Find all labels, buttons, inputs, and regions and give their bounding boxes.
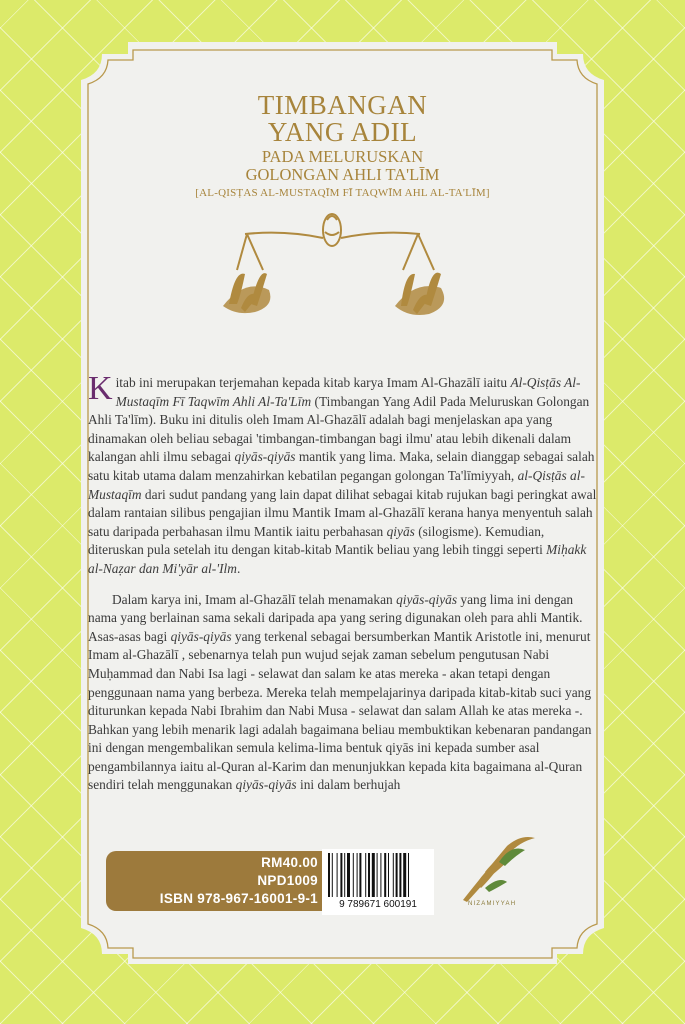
publisher-logo-icon (455, 832, 545, 904)
barcode (322, 849, 434, 915)
publisher-name: NIZAMIYYAH (468, 901, 517, 907)
book-subtitle-line1: PADA MELURUSKAN (261, 147, 424, 166)
balance-scale-calligraphy-icon (215, 208, 470, 333)
book-title-line1: TIMBANGAN (257, 90, 428, 120)
product-code: NPD1009 (257, 873, 318, 888)
barcode-bars-icon (322, 849, 434, 901)
isbn-number: ISBN 978-967-16001-9-1 (159, 891, 318, 906)
dropcap-letter: K (88, 370, 113, 407)
price-label (106, 851, 326, 911)
barcode-digits: 9 789671 600191 (339, 899, 417, 910)
description-paragraph-1: Kitab ini merupakan terjemahan kepada kitab karya Imam Al-Ghazālī iaitu Al-Qisṭās Al-Mustaqīm Fī Taqwīm Ahli Al-Ta'Līm (Timbangan Yang Adil Pada Meluruskan Golongan Ahli Ta'līm). Buku ini ditulis oleh Imam Al-Ghazālī adalah bagi menjelaskan apa yang dinamakan oleh beliau sebagai 'timbangan-timbangan bagi ilmu' atau lebih dikenali dalam kalangan ahli ilmu sebagai qiyās-qiyās mantik yang lima. Maka, selain dianggap sebagai salah satu kitab utama dalam menzahirkan kebatilan pegangan golongan Ta'līmiyyah, al-Qisṭās al-Mustaqīm dari sudut pandang yang lain dapat dilihat sebagai kitab rujukan bagi peringkat awal dalam rantaian silibus pengajian ilmu Mantik Imam al-Ghazālī kerana hanya menyentuh salah satu daripada perbahasan ilmu Mantik iaitu perbahasan qiyās (silogisme). Kemudian, diteruskan pula setelah itu dengan kitab-kitab Mantik beliau yang lebih tinggi seperti Miḥakk al-Naẓar dan Mi'yār al-'Ilm. (88, 370, 597, 576)
arabic-title-transliteration: [AL-QISṬAS AL-MUSTAQĪM FĪ TAQWĪM AHL AL-TA'LĪM] (195, 187, 490, 199)
description-paragraph-2: Dalam karya ini, Imam al-Ghazālī telah menamakan qiyās-qiyās yang lima ini dengan nama yang berlainan sama sekali daripada apa yang sering digunakan oleh para ahli Mantik. Asas-asas bagi qiyās-qiyās yang terkenal sebagai bersumberkan Mantik Aristotle ini, menurut Imam al-Ghazālī , sebenarnya telah pun wujud sejak zaman sebelum pengutusan Nabi Muḥammad dan Nabi Isa lagi - selawat dan salam ke atas mereka - akan tetapi dengan penggunaan nama yang berbeza. Mereka telah mempelajarinya daripada kitab-kitab suci yang diturunkan kepada Nabi Ibrahim dan Nabi Musa - selawat dan salam Allah ke atas mereka -. Bahkan yang lebih menarik lagi adalah bagaimana beliau membuktikan kebenaran pandangan ini dengan mengembalikan semula kelima-lima bentuk qiyās ini kepada sumber asal pengambilannya iaitu al-Quran al-Karim dan menunjukkan kepada kita bagaimana al-Quran sendiri telah menggunakan qiyās-qiyās ini dalam berhujah (88, 591, 592, 793)
price-value: RM40.00 (261, 855, 318, 870)
book-subtitle-line2: GOLONGAN AHLI TA'LĪM (245, 165, 440, 184)
book-description (88, 370, 600, 807)
book-title-line2: YANG ADIL (267, 117, 418, 147)
